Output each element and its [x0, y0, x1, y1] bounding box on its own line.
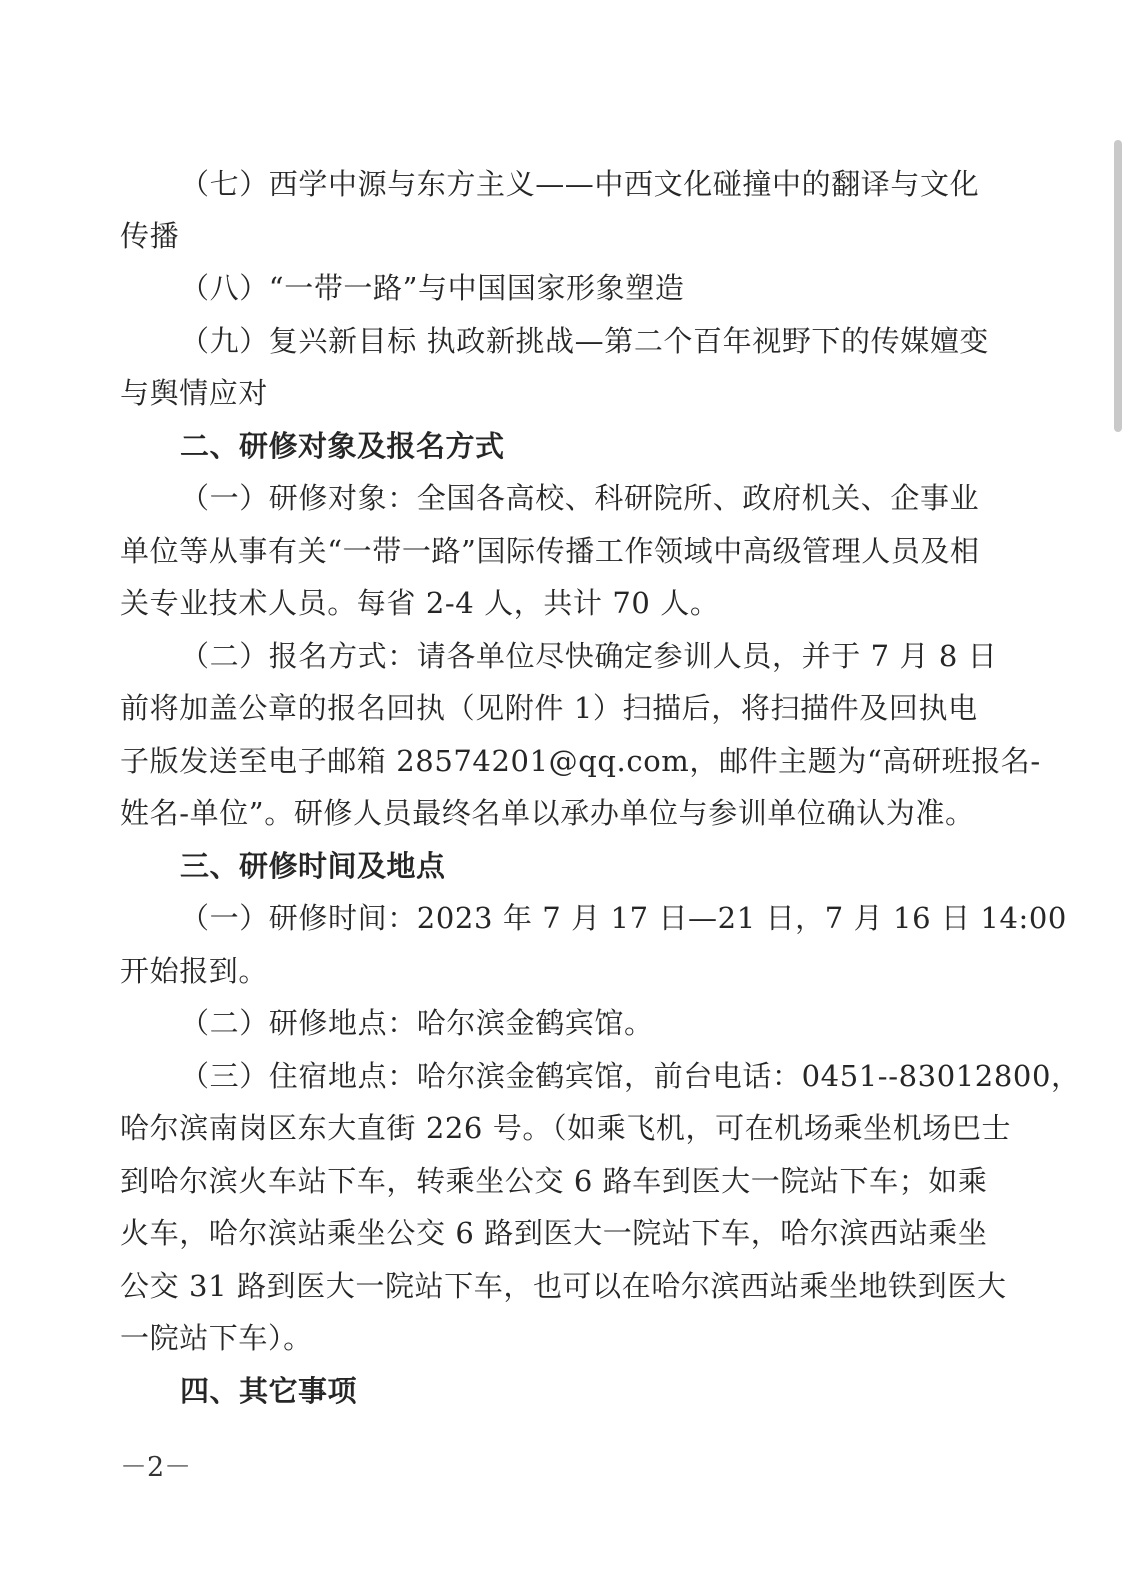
paragraph-item-7: （七）西学中源与东方主义——中西文化碰撞中的翻译与文化 [180, 167, 980, 201]
paragraph-accommodation-cont-2: 到哈尔滨火车站下车，转乘坐公交 6 路车到医大一院站下车；如乘 [120, 1164, 988, 1198]
paragraph-item-8: （八）“一带一路”与中国国家形象塑造 [180, 271, 685, 305]
paragraph-registration-cont-3: 姓名-单位”。研修人员最终名单以承办单位与参训单位确认为准。 [120, 796, 975, 830]
vertical-scrollbar[interactable] [1114, 140, 1122, 432]
paragraph-accommodation: （三）住宿地点：哈尔滨金鹤宾馆，前台电话：0451--83012800， [180, 1059, 1081, 1093]
section-heading-3: 三、研修时间及地点 [180, 849, 446, 883]
paragraph-item-9-cont: 与舆情应对 [120, 376, 269, 410]
paragraph-study-time: （一）研修时间：2023 年 7 月 17 日—21 日，7 月 16 日 14:00 [180, 901, 1067, 935]
paragraph-accommodation-cont-4: 公交 31 路到医大一院站下车，也可以在哈尔滨西站乘坐地铁到医大 [120, 1269, 1007, 1303]
paragraph-accommodation-cont-5: 一院站下车）。 [120, 1321, 313, 1355]
paragraph-target-audience-cont-1: 单位等从事有关“一带一路”国际传播工作领域中高级管理人员及相 [120, 534, 980, 568]
paragraph-registration: （二）报名方式：请各单位尽快确定参训人员，并于 7 月 8 日 [180, 639, 998, 673]
paragraph-item-9: （九）复兴新目标 执政新挑战—第二个百年视野下的传媒嬗变 [180, 324, 990, 358]
paragraph-target-audience: （一）研修对象：全国各高校、科研院所、政府机关、企事业 [180, 481, 980, 515]
paragraph-registration-cont-2: 子版发送至电子邮箱 28574201@qq.com，邮件主题为“高研班报名- [120, 744, 1041, 778]
section-heading-2: 二、研修对象及报名方式 [180, 429, 505, 463]
paragraph-accommodation-cont-3: 火车，哈尔滨站乘坐公交 6 路到医大一院站下车，哈尔滨西站乘坐 [120, 1216, 988, 1250]
section-heading-4: 四、其它事项 [180, 1374, 358, 1408]
paragraph-registration-cont-1: 前将加盖公章的报名回执（见附件 1）扫描后，将扫描件及回执电 [120, 691, 978, 725]
paragraph-accommodation-cont-1: 哈尔滨南岗区东大直街 226 号。（如乘飞机，可在机场乘坐机场巴士 [120, 1111, 1012, 1145]
paragraph-target-audience-cont-2: 关专业技术人员。每省 2-4 人，共计 70 人。 [120, 586, 720, 620]
paragraph-study-time-cont: 开始报到。 [120, 954, 269, 988]
paragraph-study-location: （二）研修地点：哈尔滨金鹤宾馆。 [180, 1006, 654, 1040]
paragraph-item-7-cont: 传播 [120, 219, 180, 253]
page-number: －2－ [120, 1452, 192, 1483]
